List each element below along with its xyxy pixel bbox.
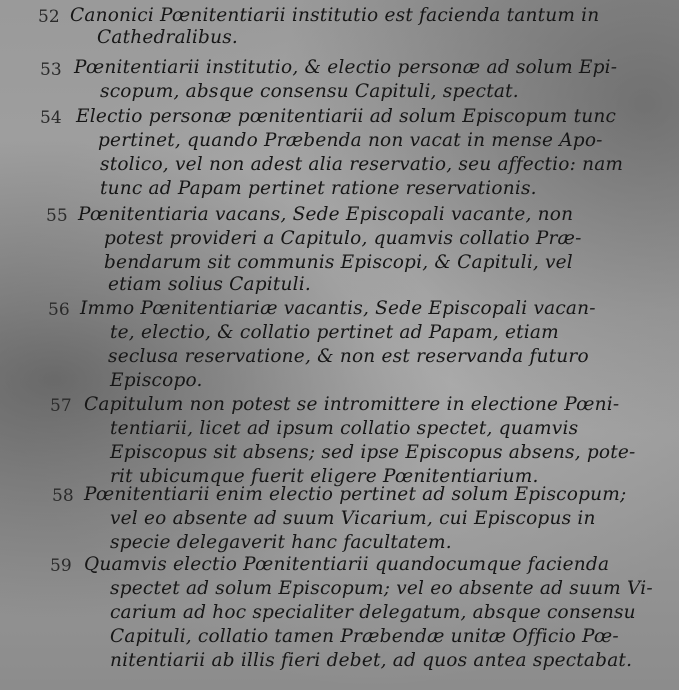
entry-line: spectet ad solum Episcopum; vel eo absente ad suum Vi- [110, 578, 653, 599]
entry-line: etiam solius Capituli. [108, 274, 311, 295]
entry-line: Capituli, collatio tamen Præbendæ unitæ Officio Pœ- [110, 626, 619, 647]
entry-line: seclusa reservatione, & non est reservanda futuro [108, 346, 589, 367]
entry-line: potest provideri a Capitulo, quamvis collatio Præ- [104, 228, 582, 249]
entry-line: scopum, absque consensu Capituli, spectat. [100, 81, 519, 102]
entry-number: 52 [38, 7, 60, 27]
entry-number: 58 [52, 486, 74, 506]
entry-line: bendarum sit communis Episcopi, & Capituli, vel [104, 252, 573, 273]
entry-line: rit ubicumque fuerit eligere Pœnitentiarium. [110, 466, 539, 487]
entry-line: carium ad hoc specialiter delegatum, absque consensu [110, 602, 636, 623]
entry-line: Capitulum non potest se intromittere in electione Pœni- [84, 394, 620, 415]
entry-number: 56 [48, 300, 70, 320]
entry-line: Episcopus sit absens; sed ipse Episcopus absens, pote- [110, 442, 636, 463]
entry-line: te, electio, & collatio pertinet ad Papam, etiam [110, 322, 559, 343]
entry-line: stolico, vel non adest alia reservatio, seu affectio: nam [100, 154, 624, 175]
entry-line: Electio personæ pœnitentiarii ad solum Episcopum tunc [76, 106, 617, 127]
entry-number: 59 [50, 556, 72, 576]
entry-number: 54 [40, 108, 62, 128]
entry-number: 53 [40, 60, 62, 80]
entry-line: Episcopo. [110, 370, 203, 391]
entry-line: tentiarii, licet ad ipsum collatio spectet, quamvis [110, 418, 579, 439]
entry-line: vel eo absente ad suum Vicarium, cui Episcopus in [110, 508, 596, 529]
entry-number: 57 [50, 396, 72, 416]
entry-line: tunc ad Papam pertinet ratione reservationis. [100, 178, 537, 199]
entry-line: nitentiarii ab illis fieri debet, ad quos antea spectabat. [110, 650, 633, 671]
entry-line: pertinet, quando Præbenda non vacat in mense Apo- [98, 130, 603, 151]
entry-line: Pœnitentiaria vacans, Sede Episcopali vacante, non [78, 204, 574, 225]
entry-line: Quamvis electio Pœnitentiarii quandocumque facienda [84, 554, 610, 575]
entry-number: 55 [46, 206, 68, 226]
entry-line: Canonici Pœnitentiarii institutio est facienda tantum in [70, 5, 600, 26]
entry-line: specie delegaverit hanc facultatem. [110, 532, 452, 553]
entry-line: Pœnitentiarii institutio, & electio personæ ad solum Epi- [74, 57, 618, 78]
entry-line: Pœnitentiarii enim electio pertinet ad solum Episcopum; [84, 484, 627, 505]
entry-line: Immo Pœnitentiariæ vacantis, Sede Episcopali vacan- [80, 298, 596, 319]
entry-line: Cathedralibus. [97, 27, 238, 48]
